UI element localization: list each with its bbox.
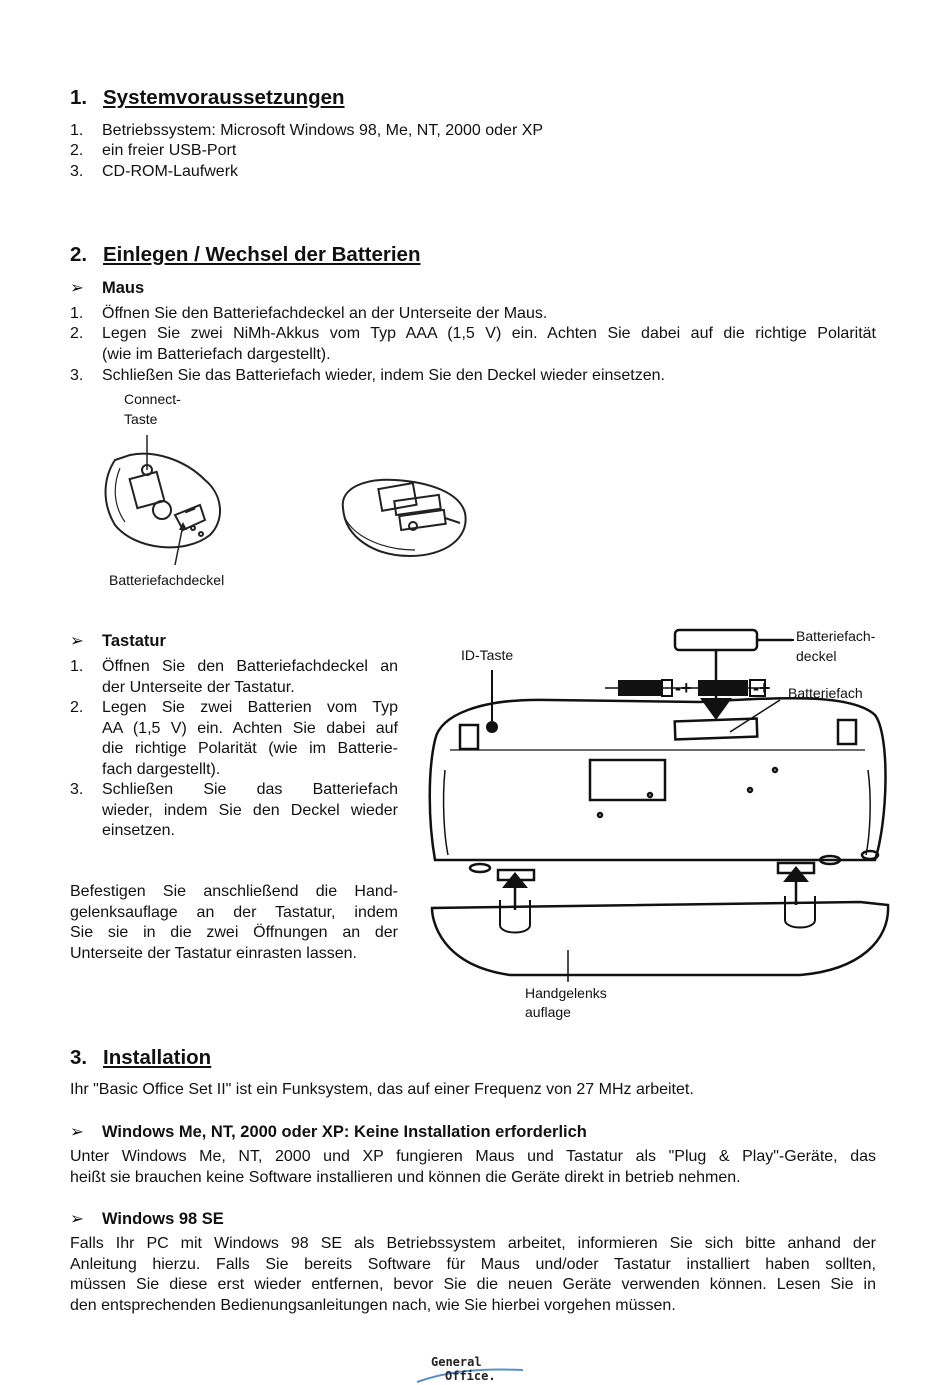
battery-cover-label: Batteriefachdeckel	[109, 572, 225, 588]
section-2-heading: 2. Einlegen / Wechsel der Batterien	[70, 243, 421, 266]
battery-cover-label-2: deckel	[796, 648, 837, 664]
section-2-title: Einlegen / Wechsel der Batterien	[103, 243, 421, 266]
mouse-open-illustration	[335, 468, 475, 563]
arrow-bullet-icon: ➢	[70, 1123, 84, 1141]
section-1-title: Systemvoraussetzungen	[103, 86, 345, 109]
keyboard-bottom-illustration	[420, 620, 900, 990]
mouse-bottom-illustration	[95, 430, 230, 570]
wrist-rest-label-2: auflage	[525, 1004, 571, 1020]
logo-text-2: Office.	[445, 1369, 496, 1383]
section-3-title: Installation	[103, 1046, 212, 1069]
connect-key-label: Connect-	[124, 391, 181, 407]
battery-cover-label: Batteriefach-	[796, 628, 876, 644]
mouse-heading: ➢ Maus	[70, 279, 145, 297]
arrow-bullet-icon: ➢	[70, 279, 84, 297]
win-98-paragraph: Falls Ihr PC mit Windows 98 SE als Betriebssystem arbeitet, informieren Sie sich bitte anhand der Anleitung hierzu. Falls Sie bereits Software für Maus und/oder Tastatur installiert haben sollten, müssen Sie diese erst wieder entfernen, bevor Sie die neuen Geräte verwenden können. Lesen Sie in den entsprechenden Bedienungsanleitungen nach, wie Sie hierbei vorgehen müssen.	[70, 1235, 876, 1314]
section-3-heading: 3. Installation	[70, 1046, 212, 1069]
win-me-paragraph: Unter Windows Me, NT, 2000 und XP fungieren Maus und Tastatur als "Plug & Play"-Geräte, das heißt sie brauchen keine Software installieren und können die Geräte direkt in betrieb nehmen.	[70, 1148, 876, 1186]
install-intro: Ihr "Basic Office Set II" ist ein Funksystem, das auf einer Frequenz von 27 MHz arbeitet.	[70, 1081, 694, 1098]
svg-text:-+: -+	[675, 678, 692, 698]
win-98-heading: ➢ Windows 98 SE	[70, 1210, 224, 1228]
wrist-rest-label: Handgelenks	[525, 985, 607, 1001]
connect-key-label-2: Taste	[124, 411, 158, 427]
general-office-logo	[415, 1352, 525, 1384]
logo-text-1: General	[431, 1355, 482, 1369]
keyboard-heading: ➢ Tastatur	[70, 632, 166, 650]
win-me-heading: ➢ Windows Me, NT, 2000 oder XP: Keine Installation erforderlich	[70, 1123, 587, 1141]
arrow-bullet-icon: ➢	[70, 1210, 84, 1228]
id-key-label: ID-Taste	[461, 647, 514, 663]
battery-compartment-label: Batteriefach	[788, 685, 863, 701]
svg-text:-+: -+	[753, 678, 770, 698]
wrist-rest-paragraph: Befestigen Sie anschließend die Hand- gelenksauflage an der Tastatur, indem Sie sie in die zwei Öffnungen an der Unterseite der Tastatur einrasten lassen.	[70, 883, 398, 962]
section-1-heading: 1. Systemvoraussetzungen	[70, 86, 345, 109]
arrow-bullet-icon: ➢	[70, 632, 84, 650]
